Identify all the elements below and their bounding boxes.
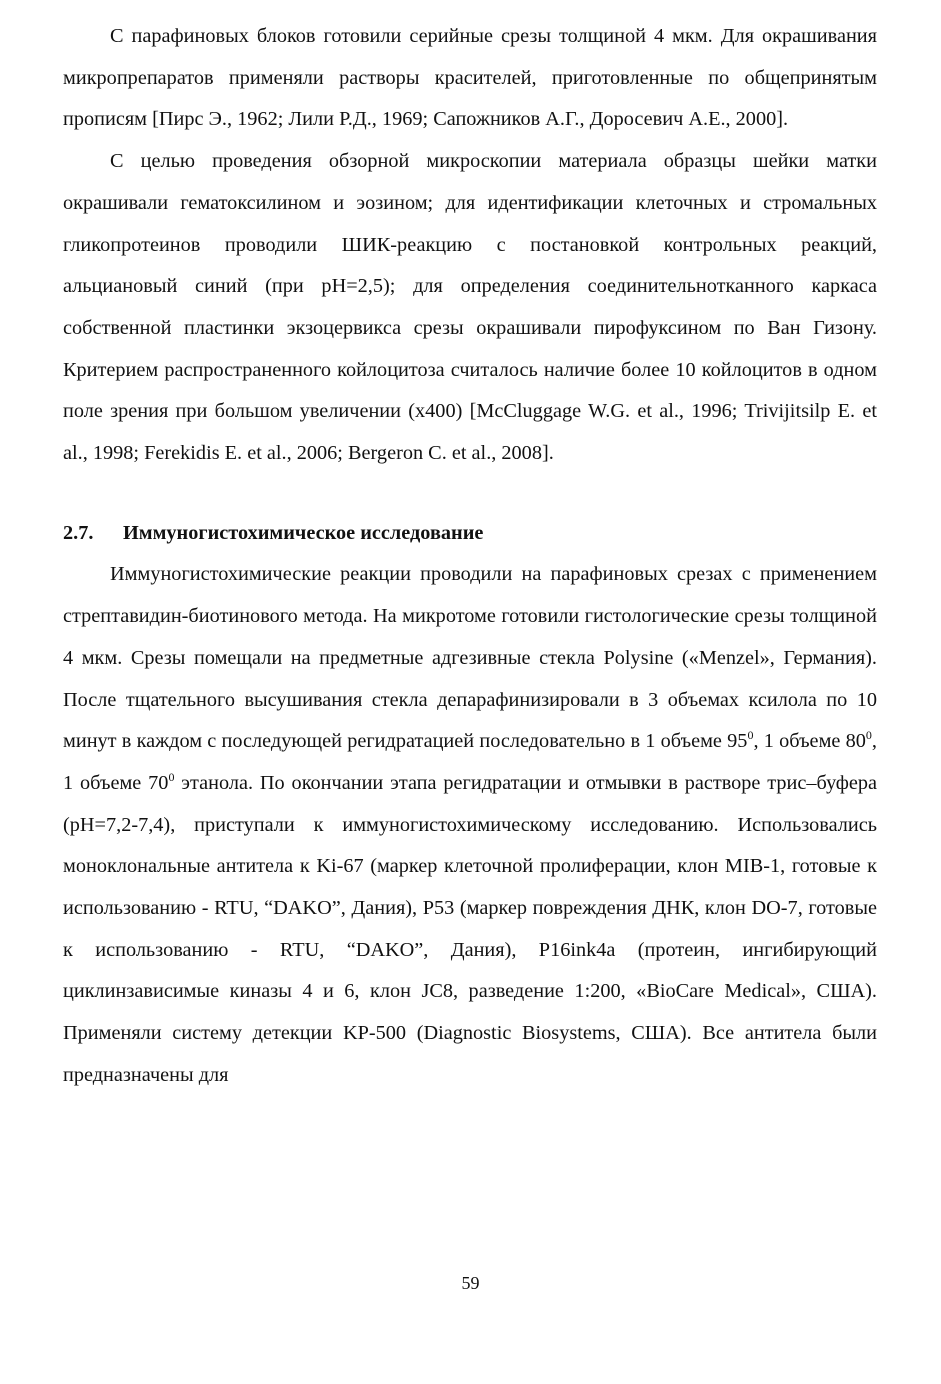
section-heading — [63, 513, 877, 555]
paragraph-text-part: , 1 объеме 70 — [63, 730, 877, 794]
section-title: Иммуногистохимическое исследование — [123, 521, 484, 544]
paragraph-text-part: , 1 объеме 80 — [753, 730, 866, 753]
paragraph-staining-methods: С парафиновых блоков готовили серийные срезы толщиной 4 мкм. Для окрашивания микропрепаратов применяли растворы красителей, приготовленные по общепринятым прописям [Пирс Э., 1962; Лили Р.Д., 1969; Сапожников А.Г., Доросевич А.Е., 2000]. — [63, 25, 877, 131]
degree-superscript: 0 — [168, 770, 175, 785]
section-number: 2.7. — [63, 521, 94, 544]
paragraph-microscopy: С целью проведения обзорной микроскопии материала образцы шейки матки окрашивали гематоксилином и эозином; для идентификации клеточных и стромальных гликопротеинов проводили ШИК-реакцию с постановкой контрольных реакций, альциановый синий (при pH=2,5); для определения соединительнотканного каркаса собственной пластинки экзоцервикса срезы окрашивали пирофуксином по Ван Гизону. Критерием распространенного койлоцитоза считалось наличие более 10 койлоцитов в одном поле зрения при большом увеличении (х400) [McCluggage W.G. et al., 1996; Trivijitsilp E. et al., 1998; Ferekidis E. et al., 2006; Bergeron C. et al., 2008]. — [63, 150, 877, 465]
document-page — [63, 16, 877, 1097]
degree-superscript: 0 — [865, 728, 872, 743]
page-number: 59 — [461, 1273, 480, 1293]
paragraph-immunohistochemistry — [63, 554, 877, 1096]
paragraph-text-part: Иммуногистохимические реакции проводили на парафиновых срезах с применением стрептавидин-биотинового метода. На микротоме готовили гистологические срезы толщиной 4 мкм. Срезы помещали на предметные адгезивные стекла Polysine («Menzel», Германия). После тщательного высушивания стекла депарафинизировали в 3 объемах ксилола по 10 минут в каждом с последующей регидратацией последовательно в 1 объеме 95 — [63, 563, 877, 753]
paragraph-text-part: этанола. По окончании этапа регидратации и отмывки в растворе трис–буфера (pH=7,2-7,4), приступали к иммуногистохимическому исследованию. Использовались моноклональные антитела к Ki-67 (маркер клеточной пролиферации, клон MIB-1, готовые к использованию - RTU, “DAKO”, Дания), P53 (маркер повреждения ДНК, клон DO-7, готовые к использованию - RTU, “DAKO”, Дания), P16ink4a (протеин, ингибирующий циклинзависимые киназы 4 и 6, клон JC8, разведение 1:200, «BioCare Medical», США). Применяли систему детекции KP-500 (Diagnostic Biosystems, США). Все антитела были предназначены для — [63, 771, 877, 1086]
degree-superscript: 0 — [747, 728, 754, 743]
